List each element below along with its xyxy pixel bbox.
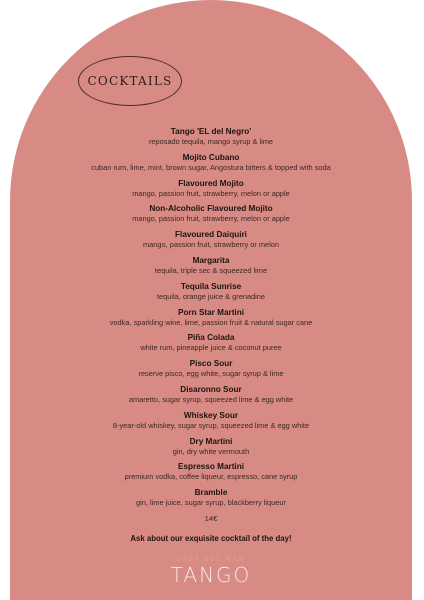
- menu-item: [10, 127, 412, 153]
- menu-item-description: reposado tequila, mango syrup & lime: [148, 137, 274, 146]
- menu-item: [10, 230, 412, 256]
- menu-item-name: Flavoured Daiquiri: [175, 230, 247, 240]
- menu-arch-background: [10, 0, 412, 600]
- brand-logo: [10, 556, 412, 586]
- page-title: COCKTAILS: [87, 74, 173, 88]
- menu-item: [10, 282, 412, 308]
- menu-item-name: Non-Alcoholic Flavoured Mojito: [149, 204, 273, 214]
- menu-item-name: Dry Martini: [189, 436, 233, 446]
- menu-item-name: Tequila Sunrise: [180, 281, 242, 291]
- menu-item-description: reserve pisco, egg white, sugar syrup & lime: [138, 369, 284, 379]
- menu-item-description: mango, passion fruit, strawberry, melon or apple: [132, 214, 290, 224]
- menu-item: [10, 437, 412, 463]
- menu-item-description: cuban rum, lime, mint, brown sugar, Angostura bitters & topped with soda: [91, 162, 331, 172]
- menu-item-name: Piña Colada: [187, 333, 235, 343]
- menu-item-description: 8-year-old whiskey, sugar syrup, squeezed lime & egg white: [112, 420, 310, 430]
- menu-item-description: mango, passion fruit, strawberry or melon: [143, 240, 279, 250]
- menu-item-name: Espresso Martini: [178, 462, 244, 472]
- price-label: 14€: [204, 513, 218, 523]
- menu-item-description: premium vodka, coffee liqueur, espresso, cane syrup: [124, 472, 298, 482]
- menu-item-name: Flavoured Mojito: [178, 178, 244, 188]
- menu-item-description: tequila, triple sec & squeezed lime: [154, 265, 268, 275]
- menu-item: [10, 153, 412, 179]
- menu-item-description: mango, passion fruit, strawberry, melon or apple: [132, 188, 290, 198]
- cocktail-of-the-day-note: Ask about our exquisite cocktail of the day!: [130, 533, 292, 543]
- menu-item-name: Pisco Sour: [189, 359, 233, 369]
- menu-item-name: Disaronno Sour: [180, 384, 242, 394]
- cocktail-menu: [10, 127, 412, 544]
- title-oval: [78, 56, 182, 106]
- menu-item-name: Tango 'EL del Negro': [170, 127, 252, 136]
- menu-item-name: Whiskey Sour: [183, 410, 239, 420]
- menu-item-description: amaretto, sugar syrup, squeezed lime & egg white: [128, 394, 294, 404]
- menu-item: [10, 385, 412, 411]
- menu-item: [10, 256, 412, 282]
- menu-item: [10, 488, 412, 514]
- menu-item: [10, 333, 412, 359]
- menu-item-description: white rum, pineapple juice & coconut puree: [140, 343, 282, 353]
- menu-item: [10, 359, 412, 385]
- menu-item-description: gin, dry white vermouth: [172, 446, 250, 456]
- menu-item: [10, 204, 412, 230]
- menu-item-name: Porn Star Martini: [178, 307, 244, 317]
- menu-item: [10, 179, 412, 205]
- menu-item: [10, 308, 412, 334]
- menu-item: [10, 462, 412, 488]
- logo-wordmark: TANGO: [170, 563, 252, 587]
- menu-item-description: gin, lime juice, sugar syrup, blackberry liqueur: [136, 498, 286, 508]
- menu-item-name: Margarita: [192, 255, 230, 265]
- menu-item: [10, 411, 412, 437]
- logo-tagline: CAFE DEL MAR: [177, 556, 245, 563]
- menu-item-name: Mojito Cubano: [182, 152, 240, 162]
- menu-item-description: vodka, sparkling wine, lime, passion fruit & natural sugar cane: [109, 317, 313, 327]
- menu-item-name: Bramble: [194, 488, 228, 498]
- menu-item-description: tequila, orange juice & grenadine: [156, 291, 266, 301]
